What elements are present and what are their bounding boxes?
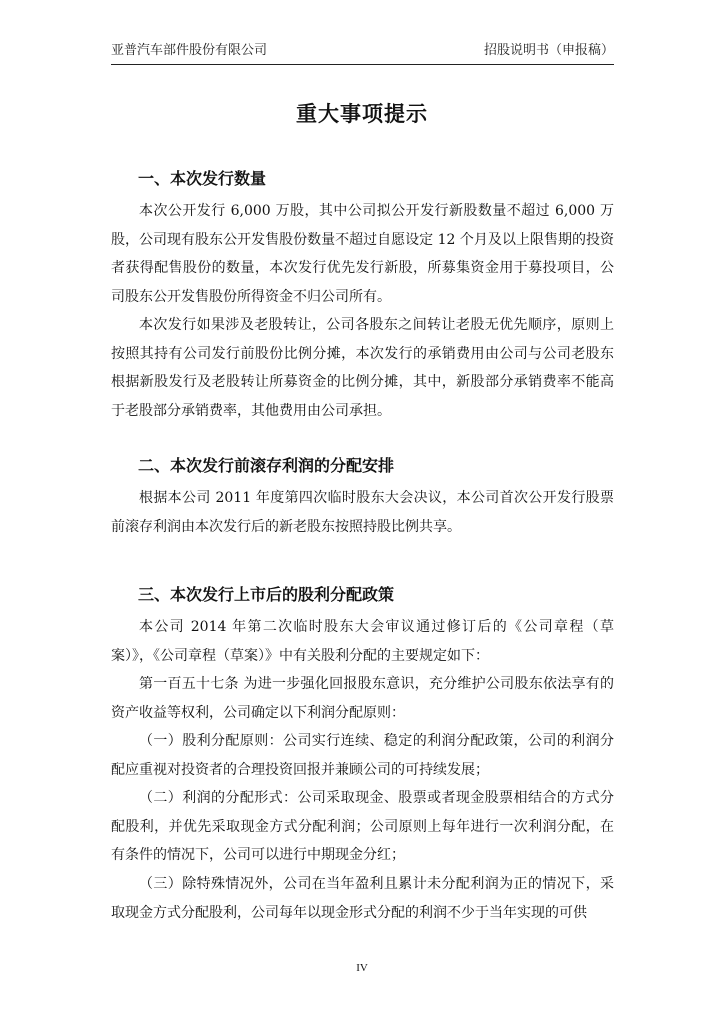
- header-company-name: 亚普汽车部件股份有限公司: [111, 43, 268, 58]
- paragraph: （三）除特殊情况外，公司在当年盈利且累计未分配利润为正的情况下，采取现金方式分配股利，公司每年以现金形式分配的利润不少于当年实现的可供: [111, 876, 614, 921]
- paragraph: 本次公开发行 6,000 万股，其中公司拟公开发行新股数量不超过 6,000 万股，公司现有股东公开发售股份数量不超过自愿设定 12 个月及以上限售期的投资者获得配售股份的数量，本次发行优先发行新股，所募集资金用于募投项目，公司股东公开发售股份所得资金不归公司所有。: [111, 203, 614, 305]
- header-document-type: 招股说明书（申报稿）: [483, 43, 614, 58]
- running-header: [111, 40, 614, 65]
- paragraph: （一）股利分配原则：公司实行连续、稳定的利润分配政策，公司的利润分配应重视对投资者的合理投资回报并兼顾公司的可持续发展；: [111, 733, 614, 778]
- section-heading-retained-profit-distribution: 二、本次发行前滚存利润的分配安排: [138, 456, 395, 475]
- paragraph: 本公司 2014 年第二次临时股东大会审议通过修订后的《公司章程（草案）》，《公司章程（草案）》中有关股利分配的主要规定如下：: [111, 619, 614, 664]
- paragraph: 本次发行如果涉及老股转让，公司各股东之间转让老股无优先顺序，原则上按照其持有公司发行前股份比例分摊，本次发行的承销费用由公司与公司老股东根据新股发行及老股转让所募资金的比例分摊，其中，新股部分承销费率不能高于老股部分承销费率，其他费用由公司承担。: [111, 317, 614, 419]
- section-heading-issuance-quantity: 一、本次发行数量: [138, 169, 267, 188]
- page-number: IV: [356, 962, 368, 974]
- paragraph: 第一百五十七条 为进一步强化回报股东意识，充分维护公司股东依法享有的资产收益等权利，公司确定以下利润分配原则：: [111, 676, 614, 721]
- paragraph: 根据本公司 2011 年度第四次临时股东大会决议，本公司首次公开发行股票前滚存利润由本次发行后的新老股东按照持股比例共享。: [111, 490, 614, 535]
- paragraph: （二）利润的分配形式：公司采取现金、股票或者现金股票相结合的方式分配股利，并优先采取现金方式分配利润；公司原则上每年进行一次利润分配，在有条件的情况下，公司可以进行中期现金分红；: [111, 790, 614, 864]
- section-heading-dividend-policy: 三、本次发行上市后的股利分配政策: [138, 585, 395, 604]
- page-title: 重大事项提示: [296, 102, 428, 126]
